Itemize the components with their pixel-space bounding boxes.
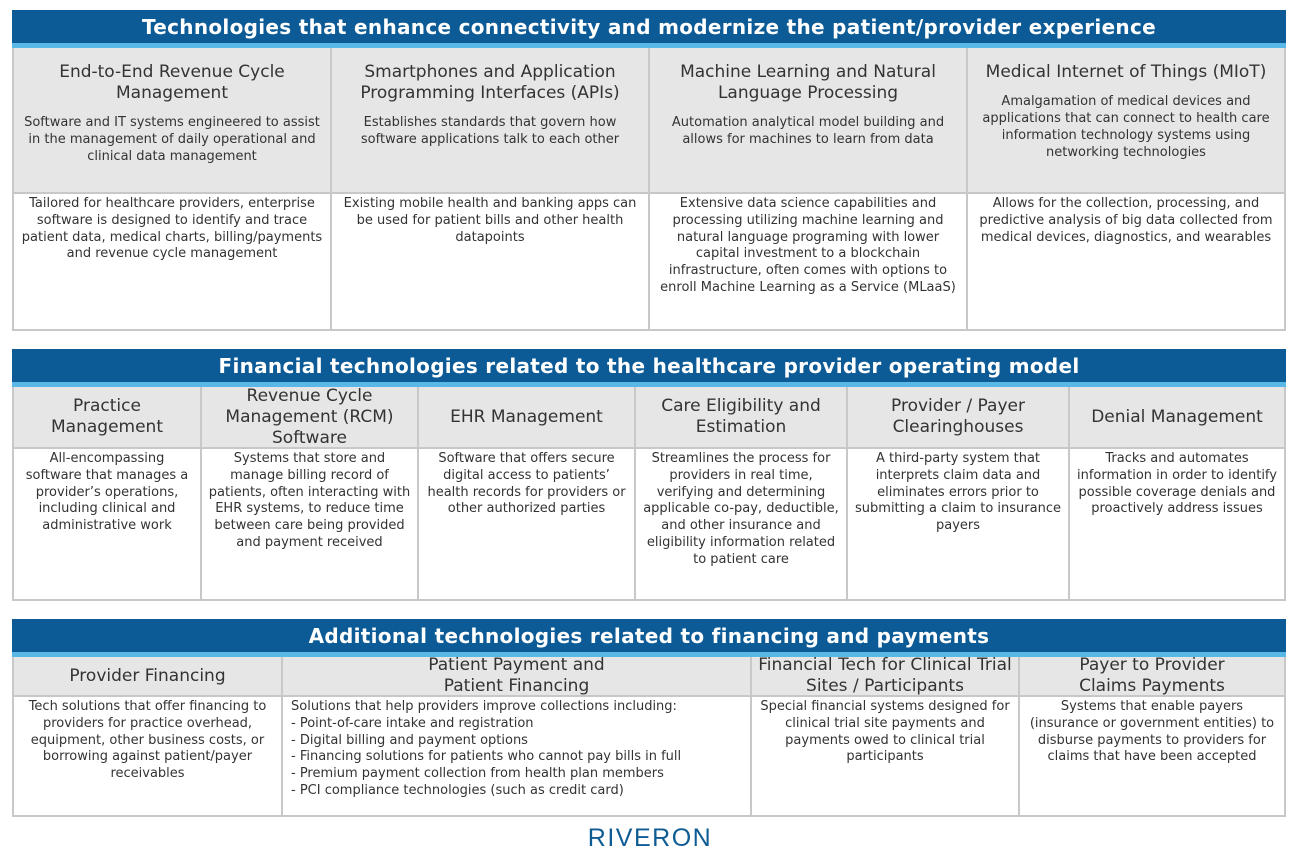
column-body: Systems that store and manage billing record of patients, often interacting with EHR systems, to reduce time between care being provided and payment received <box>202 449 417 601</box>
column-title: Practice Management <box>51 396 163 437</box>
column-care-eligibility <box>636 387 848 601</box>
column-title: End-to-End Revenue Cycle Management <box>59 62 285 103</box>
column-body: All-encompassing software that manages a provider’s operations, including clinical and administrative work <box>14 449 200 601</box>
column-practice-management <box>14 387 202 601</box>
column-title: Revenue Cycle Management (RCM) Software <box>225 385 394 448</box>
column-subtitle: Software and IT systems engineered to assist in the management of daily operational and clinical data management <box>24 115 320 164</box>
column-title: Payer to Provider Claims Payments <box>1079 655 1225 696</box>
column-header <box>752 657 1018 697</box>
column-title: Smartphones and Application Programming Interfaces (APIs) <box>360 62 620 103</box>
column-title: Denial Management <box>1091 406 1263 427</box>
list-item: - Point-of-care intake and registration <box>291 715 534 731</box>
column-machine-learning <box>650 48 968 331</box>
column-rcm-software <box>202 387 419 601</box>
column-body: Streamlines the process for providers in real time, verifying and determining applicable co-pay, deductible, and other insurance and eligibility information related to patient care <box>636 449 846 601</box>
column-body <box>283 697 750 817</box>
riveron-logo: RIVERON <box>587 824 713 852</box>
column-patient-payment <box>283 657 752 817</box>
column-header <box>1020 657 1284 697</box>
column-header <box>650 48 966 194</box>
column-header <box>202 387 417 449</box>
column-body: Allows for the collection, processing, and predictive analysis of big data collected from medical devices, diagnostics, and wearables <box>968 194 1284 331</box>
column-header <box>1070 387 1284 449</box>
column-smartphones-apis <box>332 48 650 331</box>
column-title: Patient Payment and Patient Financing <box>428 655 605 696</box>
column-revenue-cycle <box>14 48 332 331</box>
column-title: EHR Management <box>450 406 603 427</box>
column-header <box>14 48 330 194</box>
column-body: Extensive data science capabilities and processing utilizing machine learning and natural language programing with lower capital investment to a blockchain infrastructure, often comes with options to enroll Machine Learning as a Service (MLaaS) <box>650 194 966 331</box>
column-body: Tracks and automates information in order to identify possible coverage denials and proactively address issues <box>1070 449 1284 601</box>
column-clearinghouses <box>848 387 1070 601</box>
section-title: Additional technologies related to financing and payments <box>12 619 1286 657</box>
column-title: Financial Tech for Clinical Trial Sites / Participants <box>758 655 1012 696</box>
column-body: Software that offers secure digital access to patients’ health records for providers or other authorized parties <box>419 449 634 601</box>
column-subtitle: Automation analytical model building and allows for machines to learn from data <box>671 115 945 147</box>
section-title: Technologies that enhance connectivity and modernize the patient/provider experience <box>12 10 1286 48</box>
section-connectivity <box>12 10 1286 331</box>
section-operating-model <box>12 349 1286 601</box>
column-grid <box>12 48 1286 331</box>
body-intro: Solutions that help providers improve collections including: <box>291 699 677 714</box>
column-provider-financing <box>14 657 283 817</box>
column-clinical-trial <box>752 657 1020 817</box>
column-body: Existing mobile health and banking apps can be used for patient bills and other health datapoints <box>332 194 648 331</box>
column-ehr-management <box>419 387 636 601</box>
column-body: Systems that enable payers (insurance or government entities) to disburse payments to providers for claims that have been accepted <box>1020 697 1284 817</box>
column-miot <box>968 48 1286 331</box>
column-subtitle: Establishes standards that govern how software applications talk to each other <box>360 115 620 147</box>
column-header <box>848 387 1068 449</box>
column-title: Medical Internet of Things (MIoT) <box>985 62 1267 82</box>
column-body: Special financial systems designed for clinical trial site payments and payments owed to clinical trial participants <box>752 697 1018 817</box>
column-body: Tailored for healthcare providers, enterprise software is designed to identify and trace patient data, medical charts, billing/payments and revenue cycle management <box>14 194 330 331</box>
column-body: Tech solutions that offer financing to providers for practice overhead, equipment, other business costs, or borrowing against patient/payer receivables <box>14 697 281 817</box>
column-subtitle: Amalgamation of medical devices and applications that can connect to health care information technology systems using networking technologies <box>982 94 1270 160</box>
list-item: - Premium payment collection from health plan members <box>291 766 664 782</box>
section-title: Financial technologies related to the healthcare provider operating model <box>12 349 1286 387</box>
column-payer-provider <box>1020 657 1286 817</box>
column-header <box>968 48 1284 194</box>
column-denial-management <box>1070 387 1286 601</box>
column-body: A third-party system that interprets claim data and eliminates errors prior to submitting a claim to insurance payers <box>848 449 1068 601</box>
column-header <box>419 387 634 449</box>
column-grid <box>12 657 1286 817</box>
column-header <box>283 657 750 697</box>
column-grid <box>12 387 1286 601</box>
column-title: Provider / Payer Clearinghouses <box>891 396 1025 437</box>
column-title: Care Eligibility and Estimation <box>661 396 821 437</box>
column-title: Machine Learning and Natural Language Processing <box>680 62 936 103</box>
list-item: - Financing solutions for patients who cannot pay bills in full <box>291 749 682 765</box>
column-header <box>332 48 648 194</box>
column-header <box>636 387 846 449</box>
list-item: - Digital billing and payment options <box>291 732 528 748</box>
column-title: Provider Financing <box>69 665 226 686</box>
list-item: - PCI compliance technologies (such as credit card) <box>291 782 624 798</box>
column-header <box>14 387 200 449</box>
column-header <box>14 657 281 697</box>
section-financing-payments <box>12 619 1286 817</box>
